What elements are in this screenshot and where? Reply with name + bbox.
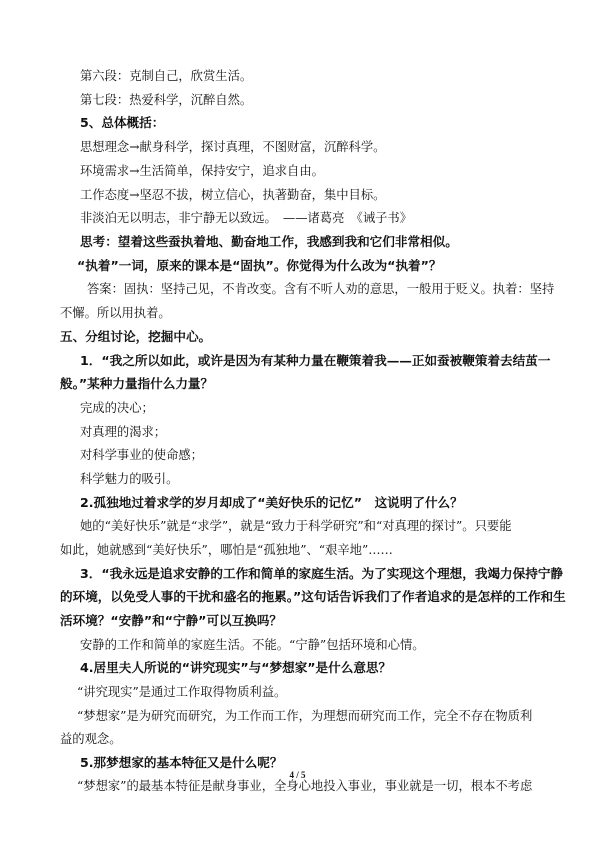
heading-line: 3．“我永远是追求安静的工作和简单的家庭生活。为了实现这个理想，我竭力保持宁静 bbox=[80, 566, 564, 581]
heading-line: “执着”一词，原来的课本是“固执”。你觉得为什么改为“执着”？ bbox=[77, 258, 442, 273]
text-line: 科学魅力的吸引。 bbox=[80, 472, 179, 486]
text-line: “梦想家”是为研究而研究，为工作而工作，为理想而研究而工作，完全不存在物质利 bbox=[77, 709, 533, 723]
text-line: 安静的工作和简单的家庭生活。不能。“宁静”包括环境和心情。 bbox=[80, 638, 425, 652]
heading-line: 5.那梦想家的基本特征又是什么呢？ bbox=[80, 755, 283, 770]
heading-line: 活环境？“安静”和“宁静”可以互换吗？ bbox=[60, 613, 283, 628]
text-line: 第七段：热爱科学，沉醉自然。 bbox=[80, 93, 253, 107]
text-line: “讲究现实”是通过工作取得物质利益。 bbox=[77, 685, 287, 699]
heading-line: 般。”某种力量指什么力量？ bbox=[60, 376, 214, 391]
text-line: 完成的决心； bbox=[80, 401, 154, 415]
text-line: 如此，她就感到“美好快乐”，哪怕是“孤独地”、“艰辛地”…… bbox=[60, 543, 393, 557]
text-line: “梦想家”的最基本特征是献身事业，全身心地投入事业，事业就是一切，根本不考虑 bbox=[77, 779, 533, 793]
text-line: 对科学事业的使命感； bbox=[80, 448, 203, 462]
text-line: 她的“美好快乐”就是“求学”，就是“致力于科学研究”和“对真理的探讨”。只要能 bbox=[80, 519, 512, 533]
heading-line: 思考：望着这些蚕执着地、勤奋地工作，我感到我和它们非常相似。 bbox=[80, 234, 458, 249]
page-number: 4 / 5 bbox=[289, 770, 306, 780]
text-line: 思想理念→献身科学，探讨真理，不图财富，沉醉科学。 bbox=[80, 140, 386, 154]
heading-line: 2.孤独地过着求学的岁月却成了“美好快乐的记忆” 这说明了什么？ bbox=[80, 495, 463, 510]
text-line: 益的观念。 bbox=[60, 732, 122, 746]
text-line: 工作态度→坚忍不拔，树立信心，执著勤奋，集中目标。 bbox=[80, 188, 386, 202]
heading-line: 五、分组讨论，挖掘中心。 bbox=[60, 329, 212, 344]
heading-line: 4.居里夫人所说的“讲究现实”与“梦想家”是什么意思？ bbox=[80, 660, 392, 675]
heading-line: 的环境，以免受人事的干扰和盛名的拖累。”这句话告诉我们了作者追求的是怎样的工作和生 bbox=[60, 589, 566, 604]
text-line: 答案：固执：坚持己见，不肯改变。含有不听人劝的意思，一般用于贬义。执着：坚持 bbox=[87, 282, 555, 296]
text-line: 非淡泊无以明志，非宁静无以致远。 ——诸葛亮 《诫子书》 bbox=[80, 211, 413, 225]
text-line: 环境需求→生活简单，保持安宁，追求自由。 bbox=[80, 164, 324, 178]
heading-line: 5、总体概括： bbox=[80, 115, 165, 130]
text-line: 不懈。所以用执着。 bbox=[60, 306, 171, 320]
heading-line: 1．“我之所以如此，或许是因为有某种力量在鞭策着我——正如蚕被鞭策着去结茧一 bbox=[80, 353, 551, 368]
text-line: 第六段：克制自己，欣赏生活。 bbox=[80, 69, 253, 83]
text-line: 对真理的渴求； bbox=[80, 425, 167, 439]
